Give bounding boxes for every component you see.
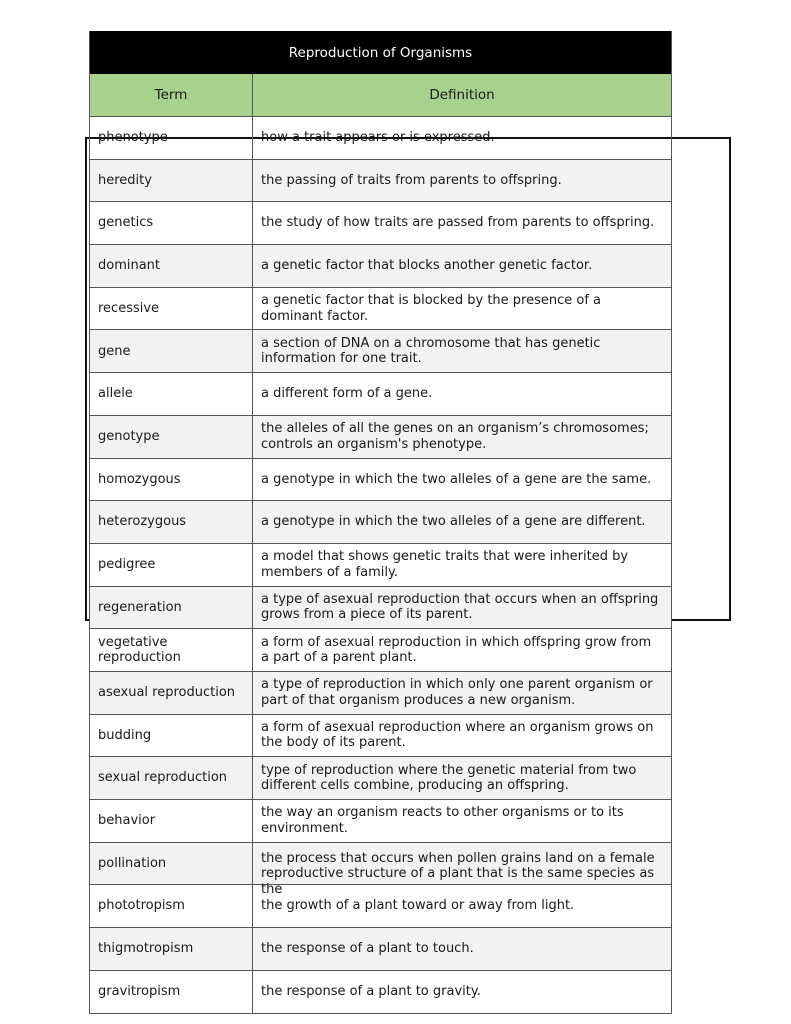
definition-cell: the passing of traits from parents to offspring. bbox=[261, 172, 562, 188]
term-cell: pollination bbox=[90, 843, 253, 885]
table-row bbox=[90, 800, 671, 843]
table-row bbox=[90, 928, 671, 971]
table-row bbox=[90, 544, 671, 587]
definition-cell: a different form of a gene. bbox=[261, 386, 433, 402]
definition-cell: a model that shows genetic traits that were inherited by members of a family. bbox=[261, 549, 629, 580]
table-row bbox=[90, 160, 671, 203]
table-row bbox=[90, 971, 671, 1014]
term-cell: budding bbox=[90, 715, 253, 757]
term-cell: heterozygous bbox=[90, 501, 253, 543]
table-row bbox=[90, 843, 671, 897]
definition-cell: the growth of a plant toward or away from light. bbox=[261, 898, 575, 914]
definition-cell: the response of a plant to gravity. bbox=[261, 984, 481, 1000]
term-cell: phototropism bbox=[90, 885, 253, 927]
table-body bbox=[90, 117, 671, 1013]
table-row bbox=[90, 117, 671, 160]
table-row bbox=[90, 757, 671, 800]
term-cell: gravitropism bbox=[90, 971, 253, 1014]
table-row bbox=[90, 459, 671, 502]
definition-cell: how a trait appears or is expressed. bbox=[261, 130, 495, 146]
definition-cell: a form of asexual reproduction in which offspring grow from a part of a parent plant. bbox=[261, 634, 652, 666]
table-row bbox=[90, 330, 671, 373]
definition-cell: the study of how traits are passed from parents to offspring. bbox=[261, 215, 655, 231]
definition-cell: the process that occurs when pollen grains land on a female reproductive structure of a plant that is the same species as the bbox=[261, 850, 655, 897]
definition-cell: the alleles of all the genes on an organism’s chromosomes; controls an organism's phenotype. bbox=[261, 421, 649, 452]
term-cell: dominant bbox=[90, 245, 253, 287]
table-row bbox=[90, 202, 671, 245]
definition-cell: a section of DNA on a chromosome that has genetic information for one trait. bbox=[261, 335, 601, 367]
term-cell: heredity bbox=[90, 160, 253, 202]
definition-cell: the way an organism reacts to other organisms or to its environment. bbox=[261, 805, 624, 836]
definition-cell: a type of asexual reproduction that occurs when an offspring grows from a piece of its parent. bbox=[261, 591, 659, 623]
definition-cell: a genotype in which the two alleles of a gene are different. bbox=[261, 514, 646, 530]
term-cell: behavior bbox=[90, 800, 253, 842]
table-row bbox=[90, 715, 671, 758]
definition-cell: a genotype in which the two alleles of a gene are the same. bbox=[261, 471, 652, 487]
table-row bbox=[90, 416, 671, 459]
table-title: Reproduction of Organisms bbox=[90, 31, 671, 74]
table-row bbox=[90, 245, 671, 288]
table-row bbox=[90, 672, 671, 715]
table-row bbox=[90, 288, 671, 331]
definition-cell: a genetic factor that is blocked by the presence of a dominant factor. bbox=[261, 293, 602, 324]
term-cell: gene bbox=[90, 330, 253, 372]
definition-cell: type of reproduction where the genetic material from two different cells combine, producing an offspring. bbox=[261, 762, 637, 794]
table-row bbox=[90, 373, 671, 416]
definition-cell: the response of a plant to touch. bbox=[261, 941, 474, 957]
table-row bbox=[90, 629, 671, 672]
term-cell: homozygous bbox=[90, 459, 253, 501]
term-cell: regeneration bbox=[90, 587, 253, 629]
table-row bbox=[90, 501, 671, 544]
table-row bbox=[90, 885, 671, 928]
definition-cell: a type of reproduction in which only one parent organism or part of that organism produces a new organism. bbox=[261, 677, 653, 708]
term-cell: genetics bbox=[90, 202, 253, 244]
definition-column-header: Definition bbox=[429, 87, 495, 103]
table-row bbox=[90, 587, 671, 630]
term-cell: phenotype bbox=[90, 117, 253, 159]
term-cell: pedigree bbox=[90, 544, 253, 586]
term-column-header: Term bbox=[90, 74, 253, 116]
vocabulary-table bbox=[89, 31, 672, 1014]
term-cell: asexual reproduction bbox=[90, 672, 253, 714]
term-cell: vegetative reproduction bbox=[90, 629, 253, 671]
definition-cell: a form of asexual reproduction where an organism grows on the body of its parent. bbox=[261, 719, 654, 751]
term-cell: sexual reproduction bbox=[90, 757, 253, 799]
term-cell: allele bbox=[90, 373, 253, 415]
definition-cell: a genetic factor that blocks another genetic factor. bbox=[261, 258, 593, 274]
term-cell: recessive bbox=[90, 288, 253, 330]
table-header-row bbox=[90, 74, 671, 117]
term-cell: thigmotropism bbox=[90, 928, 253, 970]
term-cell: genotype bbox=[90, 416, 253, 458]
